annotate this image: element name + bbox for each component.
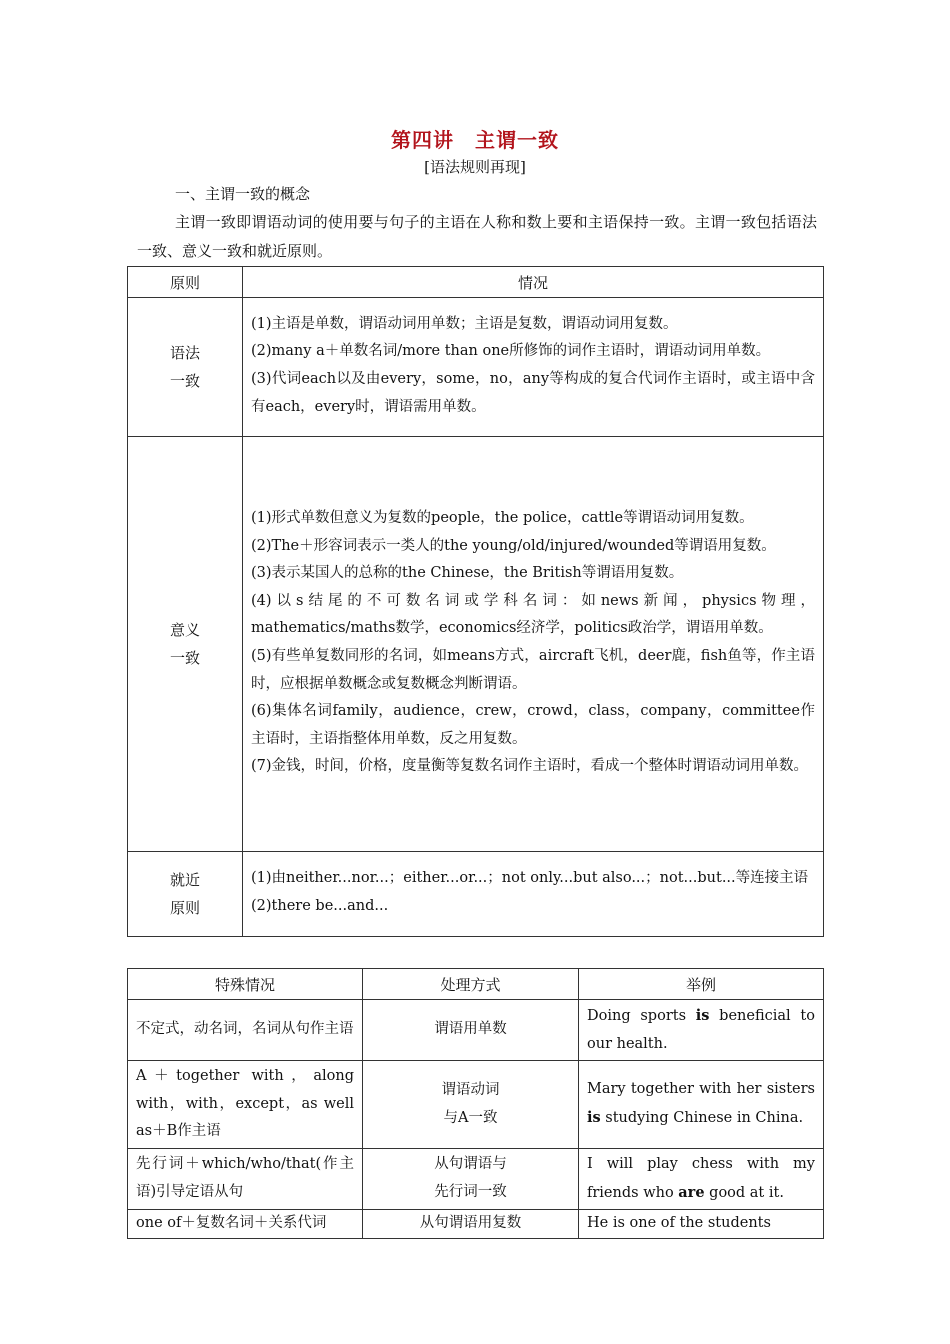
principle-cell: 意义 一致 xyxy=(128,437,243,852)
rule-item: (6)集体名词family，audience，crew，crowd，class，company，committee作主语时，主语指整体用单数，反之用复数。 xyxy=(251,703,815,747)
rule-item: (5)有些单复数同形的名词，如means方式，aircraft飞机，deer鹿，fish鱼等，作主语时，应根据单数概念或复数概念判断谓语。 xyxy=(251,648,815,692)
example-cell: Doing sports is beneficial to our health. xyxy=(579,1000,824,1061)
table-row xyxy=(128,298,824,437)
rule-item: (4)以s结尾的不可数名词或学科名词：如news新闻，physics物理，mathematics/maths数学，economics经济学，politics政治学，谓语用单数。 xyxy=(251,592,815,637)
table-row xyxy=(128,1061,824,1149)
table-row xyxy=(128,1000,824,1061)
rule-item: (3)代词each以及由every，some，no，any等构成的复合代词作主语时，或主语中含有each，every时，谓语需用单数。 xyxy=(251,371,815,415)
table-row xyxy=(128,852,824,937)
situation-cell xyxy=(243,852,824,937)
page-title: 第四讲 主谓一致 xyxy=(391,128,559,152)
example-cell: I will play chess with my friends who are good at it. xyxy=(579,1148,824,1209)
page-subtitle: [语法规则再现] xyxy=(424,158,526,176)
header-special-case: 特殊情况 xyxy=(128,969,363,1000)
header-example: 举例 xyxy=(579,969,824,1000)
rule-item: (1)形式单数但意义为复数的people，the police，cattle等谓语动词用复数。 xyxy=(251,510,754,527)
condition-cell: 不定式，动名词，名词从句作主语 xyxy=(128,1000,363,1061)
table-row xyxy=(128,1148,824,1209)
method-cell: 谓语动词 与A一致 xyxy=(363,1061,579,1149)
rule-item: (2)The＋形容词表示一类人的the young/old/injured/wounded等谓语用复数。 xyxy=(251,537,776,554)
rule-item: (2)there be...and... xyxy=(251,898,389,914)
condition-cell: 先行词＋which/who/that(作主语)引导定语从句 xyxy=(128,1148,363,1209)
section-heading: 一、主谓一致的概念 xyxy=(175,185,311,203)
header-principle: 原则 xyxy=(128,267,243,298)
agreement-rules-table xyxy=(127,266,824,937)
rule-item: (3)表示某国人的总称的the Chinese，the British等谓语用复数。 xyxy=(251,565,684,582)
rule-item: (2)many a＋单数名词/more than one所修饰的词作主语时，谓语动词用单数。 xyxy=(251,343,771,360)
table-header-row xyxy=(128,267,824,298)
method-cell: 谓语用单数 xyxy=(363,1000,579,1061)
example-cell: Mary together with her sisters is studying Chinese in China. xyxy=(579,1061,824,1149)
principle-cell: 语法 一致 xyxy=(128,298,243,437)
situation-cell xyxy=(243,437,824,852)
table-row xyxy=(128,437,824,852)
method-cell: 从句谓语用复数 xyxy=(363,1210,579,1239)
header-method: 处理方式 xyxy=(363,969,579,1000)
rule-item: (1)主语是单数，谓语动词用单数；主语是复数，谓语动词用复数。 xyxy=(251,315,678,332)
rule-item: (7)金钱，时间，价格，度量衡等复数名词作主语时，看成一个整体时谓语动词用单数。 xyxy=(251,758,809,775)
table-row xyxy=(128,1210,824,1239)
rule-item: (1)由neither...nor...；either...or...；not only...but also...；not...but...等连接主语 xyxy=(251,870,809,887)
situation-cell xyxy=(243,298,824,437)
example-verb: is xyxy=(587,1109,601,1127)
table-header-row xyxy=(128,969,824,1000)
principle-cell: 就近 原则 xyxy=(128,852,243,937)
header-situation: 情况 xyxy=(243,267,824,298)
method-cell: 从句谓语与 先行词一致 xyxy=(363,1148,579,1209)
condition-cell: A＋together with，along with，with，except，as well as＋B作主语 xyxy=(128,1061,363,1149)
special-cases-table xyxy=(127,968,824,1239)
condition-cell: one of＋复数名词＋关系代词 xyxy=(128,1210,363,1239)
example-verb: is xyxy=(695,1007,710,1024)
intro-paragraph: 主谓一致即谓语动词的使用要与句子的主语在人称和数上要和主语保持一致。主谓一致包括语法一致、意义一致和就近原则。 xyxy=(137,213,817,260)
example-verb: are xyxy=(678,1183,705,1201)
example-cell: He is one of the students xyxy=(579,1210,824,1239)
